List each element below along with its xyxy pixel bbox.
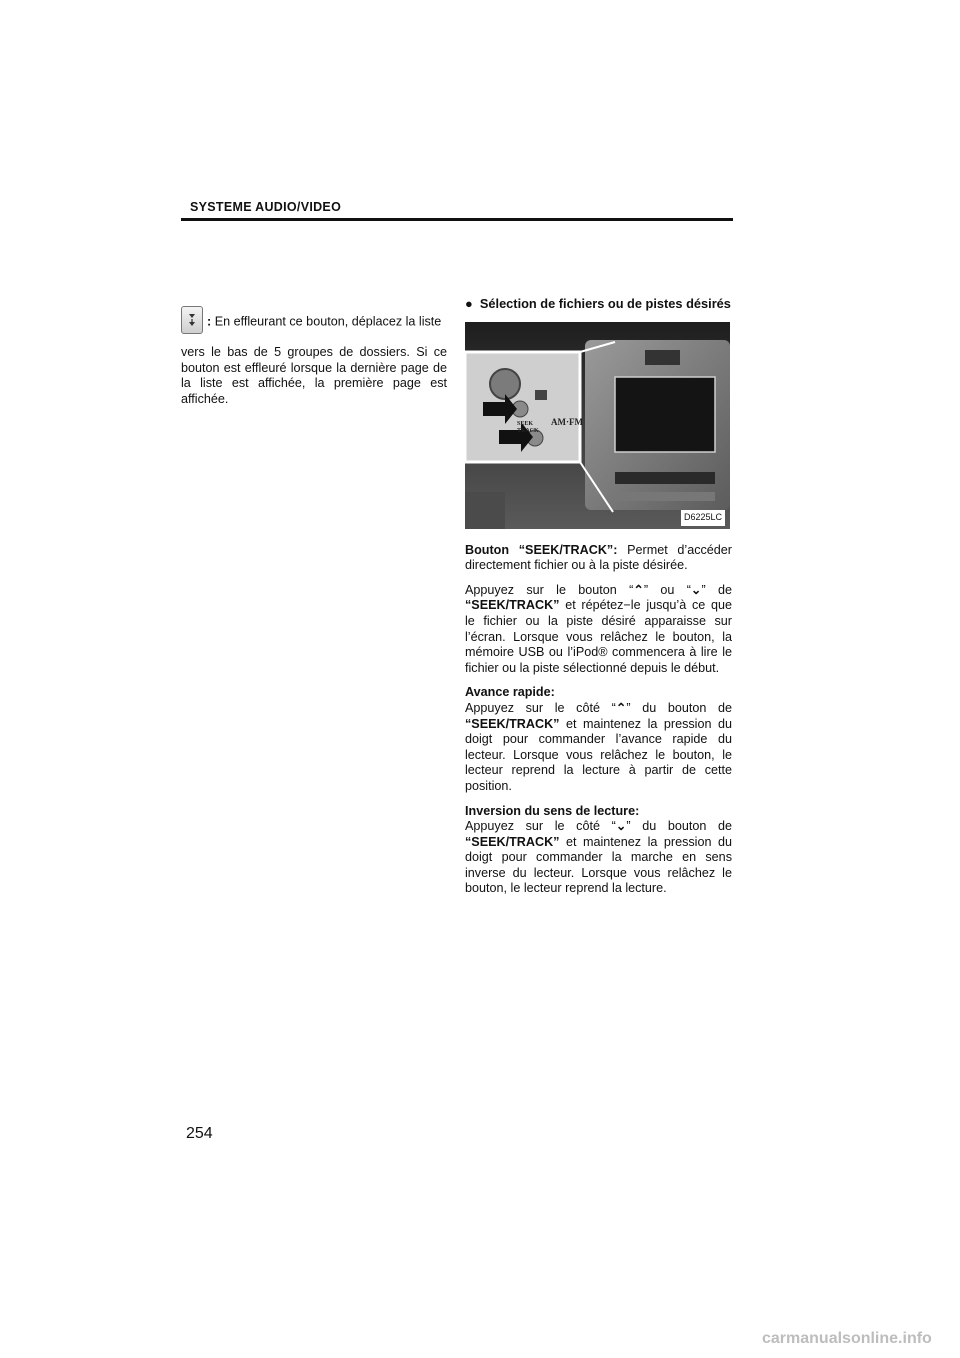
section-title-text: Sélection de fichiers ou de pistes désirés <box>479 296 731 311</box>
seek-track-ref: “SEEK/TRACK” <box>465 834 560 849</box>
seek-label-2: TRACK <box>517 427 539 434</box>
scroll-down-description <box>181 308 447 336</box>
seek-track-label: Bouton “SEEK/TRACK”: <box>465 542 618 557</box>
paragraph-reverse <box>465 804 732 898</box>
footer-watermark: carmanualsonline.info <box>762 1330 932 1347</box>
paragraph-fast-forward <box>465 685 732 794</box>
dashboard-illustration <box>465 322 730 529</box>
down-arrow-button-icon <box>181 306 203 334</box>
scroll-down-lead: En effleurant ce bouton, déplacez la liste <box>214 314 442 329</box>
text-fragment: et maintenez la pression du doigt pour commander l’avance rapide du lecteur. Lorsque vous relâchez le bouton, le lecteur reprend la lecture à partir de cette position. <box>465 716 732 793</box>
left-column <box>181 308 447 416</box>
text-fragment: et répétez−le jusqu’à ce que le fichier ou la piste désiré apparaisse sur l’écran. Lorsque vous relâchez le bouton, la mémoire USB ou l’iPod® commencera à lire le fichier ou la piste sélectionné depuis le début. <box>465 598 732 675</box>
text-fragment: Appuyez sur le côté “ <box>465 819 616 834</box>
text-fragment: et maintenez la pression du doigt pour commander la marche en sens inverse du lecteur. Lorsque vous relâchez le bouton, le lecteur reprend la lecture. <box>465 834 732 896</box>
figure-code: D6225LC <box>681 510 725 526</box>
dashboard-drawing <box>465 322 730 529</box>
up-chevron-icon: ⌃ <box>615 700 627 715</box>
up-chevron-icon: ⌃ <box>633 582 644 597</box>
bullet-icon: ● <box>465 296 473 311</box>
section-title <box>465 296 732 312</box>
paragraph-seek-track <box>465 543 732 574</box>
page-number: 254 <box>186 1125 213 1142</box>
right-column <box>465 296 732 906</box>
scroll-down-text: vers le bas de 5 groupes de dossiers. Si ce bouton est effleuré lorsque la dernière page de la liste est affichée, la première page est affichée. <box>181 345 447 406</box>
text-fragment: ” du bouton de <box>626 700 732 715</box>
amfm-label: AM·FM <box>551 416 583 427</box>
reverse-label: Inversion du sens de lecture: <box>465 803 640 818</box>
header-rule <box>181 218 733 221</box>
text-fragment: Appuyez sur le côté “ <box>465 700 616 715</box>
text-fragment: ” du bouton de <box>626 819 732 834</box>
seek-track-ref: “SEEK/TRACK” <box>465 598 560 613</box>
text-fragment: Appuyez sur le bouton “ <box>465 582 634 597</box>
seek-track-text: Permet d’accéder directement fichier ou à la piste désirée. <box>465 542 732 573</box>
seek-track-ref: “SEEK/TRACK” <box>465 716 560 731</box>
seek-label-1: SEEK <box>517 420 534 427</box>
down-chevron-icon: ⌄ <box>615 819 627 834</box>
down-chevron-icon: ⌄ <box>690 582 702 597</box>
paragraph-press-button <box>465 583 732 677</box>
text-fragment: ” de <box>701 582 733 597</box>
icon-colon: : <box>207 314 212 329</box>
section-header: SYSTEME AUDIO/VIDEO <box>190 200 342 214</box>
text-fragment: ” ou “ <box>643 582 691 597</box>
fast-forward-label: Avance rapide: <box>465 685 555 700</box>
